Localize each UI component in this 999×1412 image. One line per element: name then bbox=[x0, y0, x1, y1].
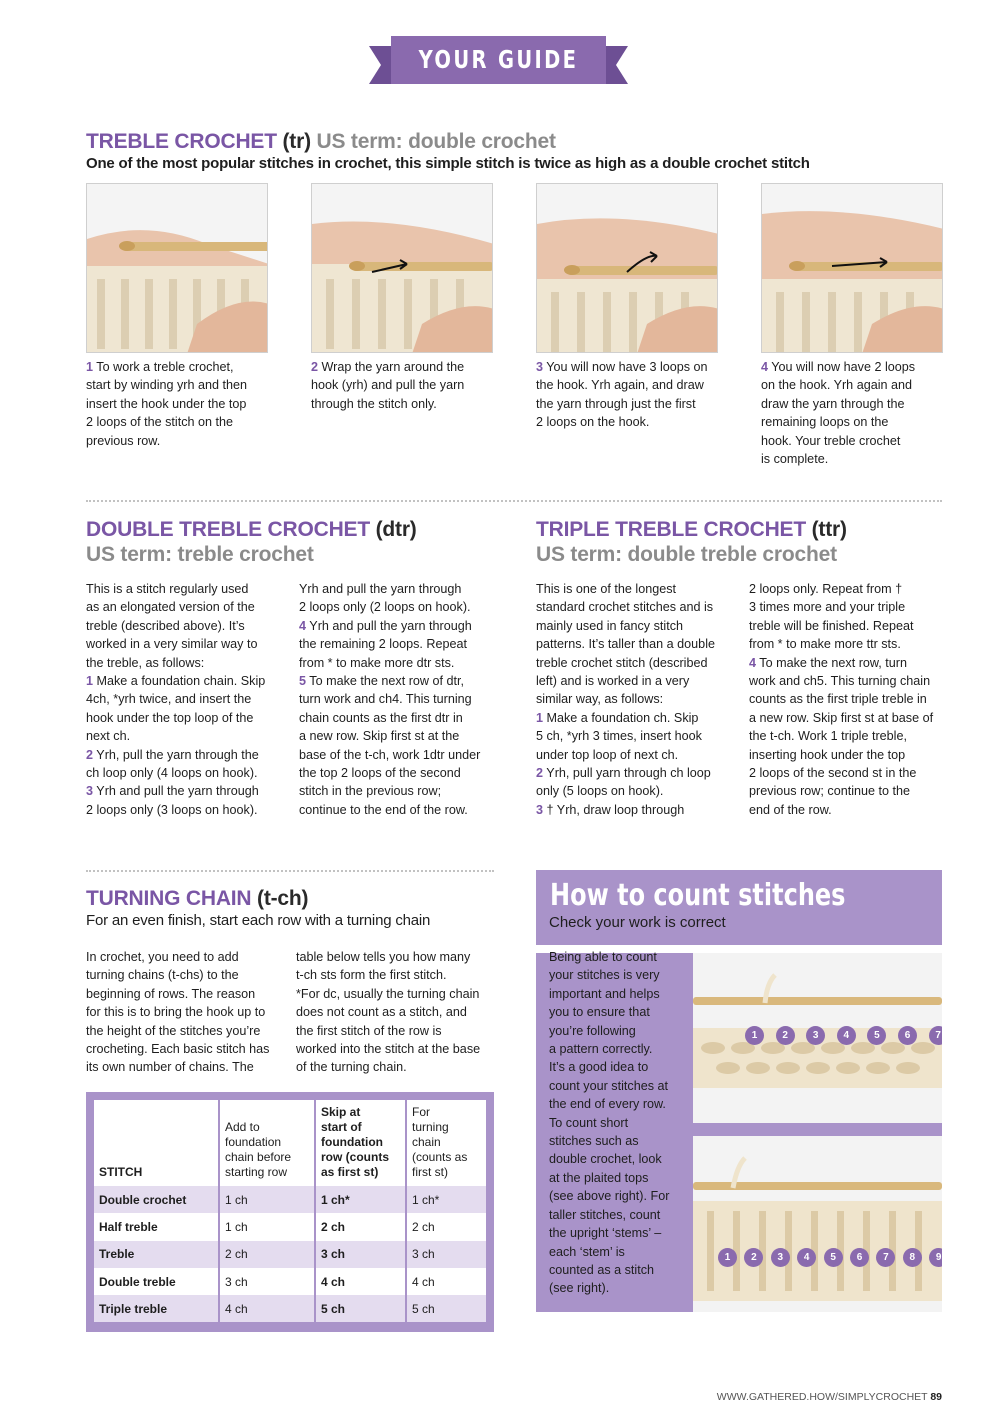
tall-stitch-badge: 3 bbox=[771, 1248, 790, 1267]
short-stitch-badge: 3 bbox=[806, 1026, 825, 1045]
treble-step-3: 3 You will now have 3 loops on the hook. Yrh again, and draw the yarn through just the first 2 loops on the hook. bbox=[536, 360, 708, 430]
ttr-us-term: US term: double treble crochet bbox=[536, 543, 837, 566]
header-stitch: STITCH bbox=[94, 1100, 219, 1186]
guide-banner bbox=[391, 36, 606, 84]
tall-stitch-badge: 5 bbox=[824, 1248, 843, 1267]
tall-stitch-badge: 6 bbox=[850, 1248, 869, 1267]
table-cell: Treble bbox=[94, 1241, 219, 1268]
treble-title: TREBLE CROCHET bbox=[86, 130, 277, 153]
short-stitch-badge: 1 bbox=[745, 1026, 764, 1045]
count-photo-tall-stitches bbox=[693, 1136, 942, 1312]
table-cell: 5 ch bbox=[406, 1295, 486, 1322]
tall-stitch-badge: 9 bbox=[929, 1248, 942, 1267]
tch-subtitle: For an even finish, start each row with a turning chain bbox=[86, 912, 431, 929]
page-number: 89 bbox=[930, 1391, 942, 1403]
table-cell: 2 ch bbox=[406, 1213, 486, 1240]
treble-step-4: 4 You will now have 2 loops on the hook. Yrh again and draw the yarn through the remaining loops on the hook. Your treble crochet is complete. bbox=[761, 360, 916, 467]
divider-1 bbox=[86, 500, 942, 502]
ttr-abbr: (ttr) bbox=[811, 518, 847, 541]
short-stitch-badge: 2 bbox=[776, 1026, 795, 1045]
treble-step-2: 2 Wrap the yarn around the hook (yrh) and pull the yarn through the stitch only. bbox=[311, 360, 465, 411]
dtr-column-1: This is a stitch regularly used as an elongated version of the treble (described above). It’s worked in a very similar way to the treble, as follows: 1 Make a foundation chain. Skip 4ch, *yrh twice, and insert the hook under the top loop of the next ch. 2 Yrh, pull the yarn through the ch loop only (4 loops on hook). 3 Yrh and pull the yarn through 2 loops only (3 loops on hook). bbox=[86, 582, 266, 817]
table-row bbox=[94, 1213, 486, 1240]
table-row bbox=[94, 1186, 486, 1213]
turning-chain-table bbox=[86, 1092, 494, 1332]
header-turn: For turning chain (counts as first st) bbox=[406, 1100, 486, 1186]
table-cell: 4 ch bbox=[406, 1268, 486, 1295]
tch-title: TURNING CHAIN bbox=[86, 887, 252, 910]
treble-us-term: US term: double crochet bbox=[316, 130, 556, 153]
guide-banner-label: YOUR GUIDE bbox=[418, 45, 579, 74]
footer-url: WWW.GATHERED.HOW/SIMPLYCROCHET bbox=[716, 1391, 928, 1403]
tch-column-2: table below tells you how many t-ch sts form the first stitch. *For dc, usually the turning chain does not count as a stitch, and the first stitch of the row is worked into the stitch at the base of the turning chain. bbox=[296, 950, 481, 1075]
table-cell: Triple treble bbox=[94, 1295, 219, 1322]
treble-step-1-photo bbox=[86, 183, 268, 353]
table-cell: 2 ch bbox=[315, 1213, 406, 1240]
count-body: Being able to count your stitches is very important and helps you to ensure that you’re following a pattern correctly. It’s a good idea to count your stitches at the end of every row. To count short stitches such as double crochet, look at the plaited tops (see above right). For taller stitches, count the upright ‘stems’ – each ‘stem’ is counted as a stitch (see right). bbox=[549, 950, 670, 1296]
treble-heading bbox=[86, 130, 556, 154]
treble-step-3-photo bbox=[536, 183, 718, 353]
header-skip: Skip at start of foundation row (counts as first st) bbox=[315, 1100, 406, 1186]
short-stitch-badge: 4 bbox=[837, 1026, 856, 1045]
tch-abbr: (t-ch) bbox=[257, 887, 309, 910]
tch-column-1: In crochet, you need to add turning chains (t-chs) to the beginning of rows. The reason for this is to bring the hook up to the height of the stitches you’re crocheting. Each basic stitch has its own number of chains. The bbox=[86, 950, 270, 1075]
dtr-column-2: Yrh and pull the yarn through 2 loops only (2 loops on hook). 4 Yrh and pull the yarn through the remaining 2 loops. Repeat from * to make more dtr sts. 5 To make the next row of dtr, turn work and ch4. This turning chain counts as the first dtr in a new row. Skip first st at the base of the t-ch, work 1dtr under the top 2 loops of the second stitch in the previous row; continue to the end of the row. bbox=[299, 582, 481, 817]
treble-step-4-photo bbox=[761, 183, 943, 353]
table-header-row bbox=[94, 1100, 486, 1186]
table-row bbox=[94, 1241, 486, 1268]
tall-stitch-badge: 4 bbox=[797, 1248, 816, 1267]
short-stitch-badge: 7 bbox=[929, 1026, 942, 1045]
ttr-title: TRIPLE TREBLE CROCHET bbox=[536, 518, 806, 541]
table-cell: Double crochet bbox=[94, 1186, 219, 1213]
treble-step-2-photo bbox=[311, 183, 493, 353]
tall-stitch-badge: 2 bbox=[744, 1248, 763, 1267]
table-cell: 1 ch bbox=[219, 1186, 315, 1213]
table-cell: Half treble bbox=[94, 1213, 219, 1240]
header-add: Add to foundation chain before starting row bbox=[219, 1100, 315, 1186]
dtr-heading bbox=[86, 518, 417, 542]
tall-stitch-badge: 1 bbox=[718, 1248, 737, 1267]
short-stitch-badge: 5 bbox=[867, 1026, 886, 1045]
ttr-column-1: This is one of the longest standard crochet stitches and is mainly used in fancy stitch patterns. It’s taller than a double treble crochet stitch (described left) and is worked in a very similar way, as follows: 1 Make a foundation ch. Skip 5 ch, *yrh 3 times, insert hook under top loop of next ch. 2 Yrh, pull yarn through ch loop only (5 loops on hook). 3 † Yrh, draw loop through bbox=[536, 582, 715, 817]
dtr-abbr: (dtr) bbox=[375, 518, 417, 541]
table-cell: 4 ch bbox=[219, 1295, 315, 1322]
treble-subtitle: One of the most popular stitches in crochet, this simple stitch is twice as high as a double crochet stitch bbox=[86, 155, 810, 172]
treble-abbr: (tr) bbox=[282, 130, 311, 153]
count-title: How to count stitches bbox=[550, 878, 846, 913]
short-stitch-badge: 6 bbox=[898, 1026, 917, 1045]
ttr-column-2: 2 loops only. Repeat from † 3 times more and your triple treble will be finished. Repeat from * to make more ttr sts. 4 To make the next row, turn work and ch5. This turning chain counts as the first triple treble in a new row. Skip first st at base of the t-ch. Work 1 triple treble, inserting hook under the top 2 loops of the second st in the previous row; continue to the end of the row. bbox=[749, 582, 934, 817]
treble-step-1: 1 To work a treble crochet, start by winding yrh and then insert the hook under the top 2 loops of the stitch on the previous row. bbox=[86, 360, 248, 448]
table-cell: Double treble bbox=[94, 1268, 219, 1295]
table-cell: 1 ch* bbox=[315, 1186, 406, 1213]
tall-stitch-badge: 8 bbox=[903, 1248, 922, 1267]
table-cell: 2 ch bbox=[219, 1241, 315, 1268]
table-cell: 1 ch bbox=[219, 1213, 315, 1240]
table-cell: 4 ch bbox=[315, 1268, 406, 1295]
table-cell: 3 ch bbox=[406, 1241, 486, 1268]
table-row bbox=[94, 1268, 486, 1295]
ttr-heading bbox=[536, 518, 847, 542]
page-footer bbox=[700, 1391, 942, 1403]
tall-stitch-badge: 7 bbox=[876, 1248, 895, 1267]
divider-2 bbox=[86, 870, 494, 872]
count-photo-short-stitches bbox=[693, 953, 942, 1123]
dtr-us-term: US term: treble crochet bbox=[86, 543, 314, 566]
table-cell: 5 ch bbox=[315, 1295, 406, 1322]
dtr-title: DOUBLE TREBLE CROCHET bbox=[86, 518, 370, 541]
table-row bbox=[94, 1295, 486, 1322]
count-subtitle: Check your work is correct bbox=[549, 914, 726, 931]
table-cell: 1 ch* bbox=[406, 1186, 486, 1213]
table-cell: 3 ch bbox=[315, 1241, 406, 1268]
tch-heading bbox=[86, 887, 308, 911]
table-cell: 3 ch bbox=[219, 1268, 315, 1295]
